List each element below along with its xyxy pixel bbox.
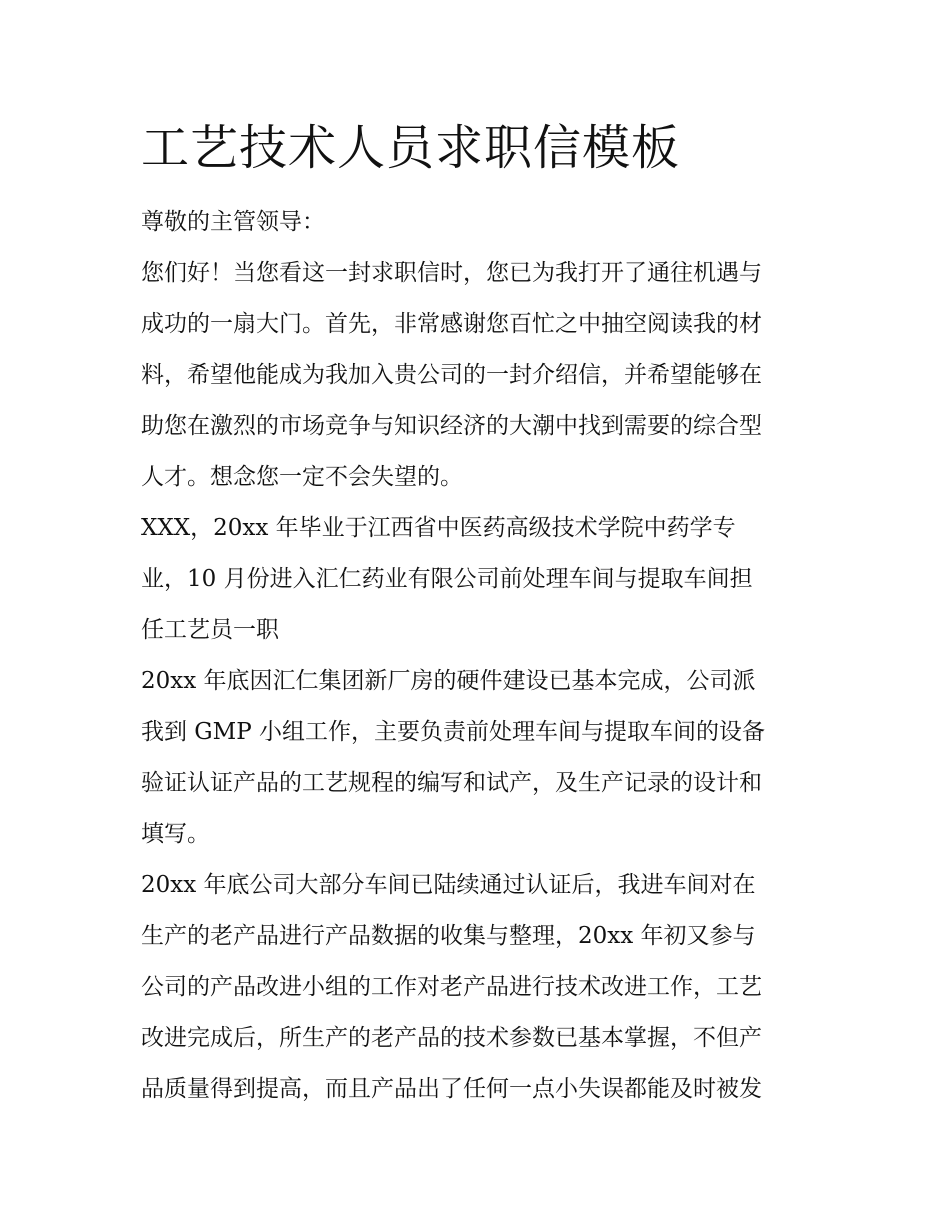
body-line: 业，10 月份进入汇仁药业有限公司前处理车间与提取车间担 [141, 566, 753, 592]
document-title: 工艺技术人员求职信模板 [141, 120, 681, 176]
body-line: 助您在激烈的市场竞争与知识经济的大潮中找到需要的综合型 [141, 413, 762, 439]
body-line: 生产的老产品进行产品数据的收集与整理，20xx 年初又参与 [141, 923, 756, 949]
body-line: 我到 GMP 小组工作，主要负责前处理车间与提取车间的设备 [141, 719, 766, 745]
body-line: 20xx 年底因汇仁集团新厂房的硬件建设已基本完成，公司派 [141, 668, 756, 694]
body-line: 成功的一扇大门。首先，非常感谢您百忙之中抽空阅读我的材 [141, 311, 762, 337]
body-line: 20xx 年底公司大部分车间已陆续通过认证后，我进车间对在 [141, 872, 756, 898]
body-line: 公司的产品改进小组的工作对老产品进行技术改进工作，工艺 [141, 974, 762, 1000]
body-line: 品质量得到提高，而且产品出了任何一点小失误都能及时被发 [141, 1076, 762, 1102]
body-line: 人才。想念您一定不会失望的。 [141, 464, 463, 490]
salutation: 尊敬的主管领导： [141, 209, 325, 235]
body-line: 改进完成后，所生产的老产品的技术参数已基本掌握，不但产 [141, 1025, 762, 1051]
body-line: 您们好！当您看这一封求职信时，您已为我打开了通往机遇与 [141, 260, 762, 286]
body-line: 验证认证产品的工艺规程的编写和试产，及生产记录的设计和 [141, 770, 762, 796]
body-line: 料，希望他能成为我加入贵公司的一封介绍信，并希望能够在 [141, 362, 762, 388]
body-line: XXX，20xx 年毕业于江西省中医药高级技术学院中药学专 [141, 515, 736, 541]
body-line: 任工艺员一职 [141, 617, 279, 643]
body-line: 填写。 [141, 821, 210, 847]
